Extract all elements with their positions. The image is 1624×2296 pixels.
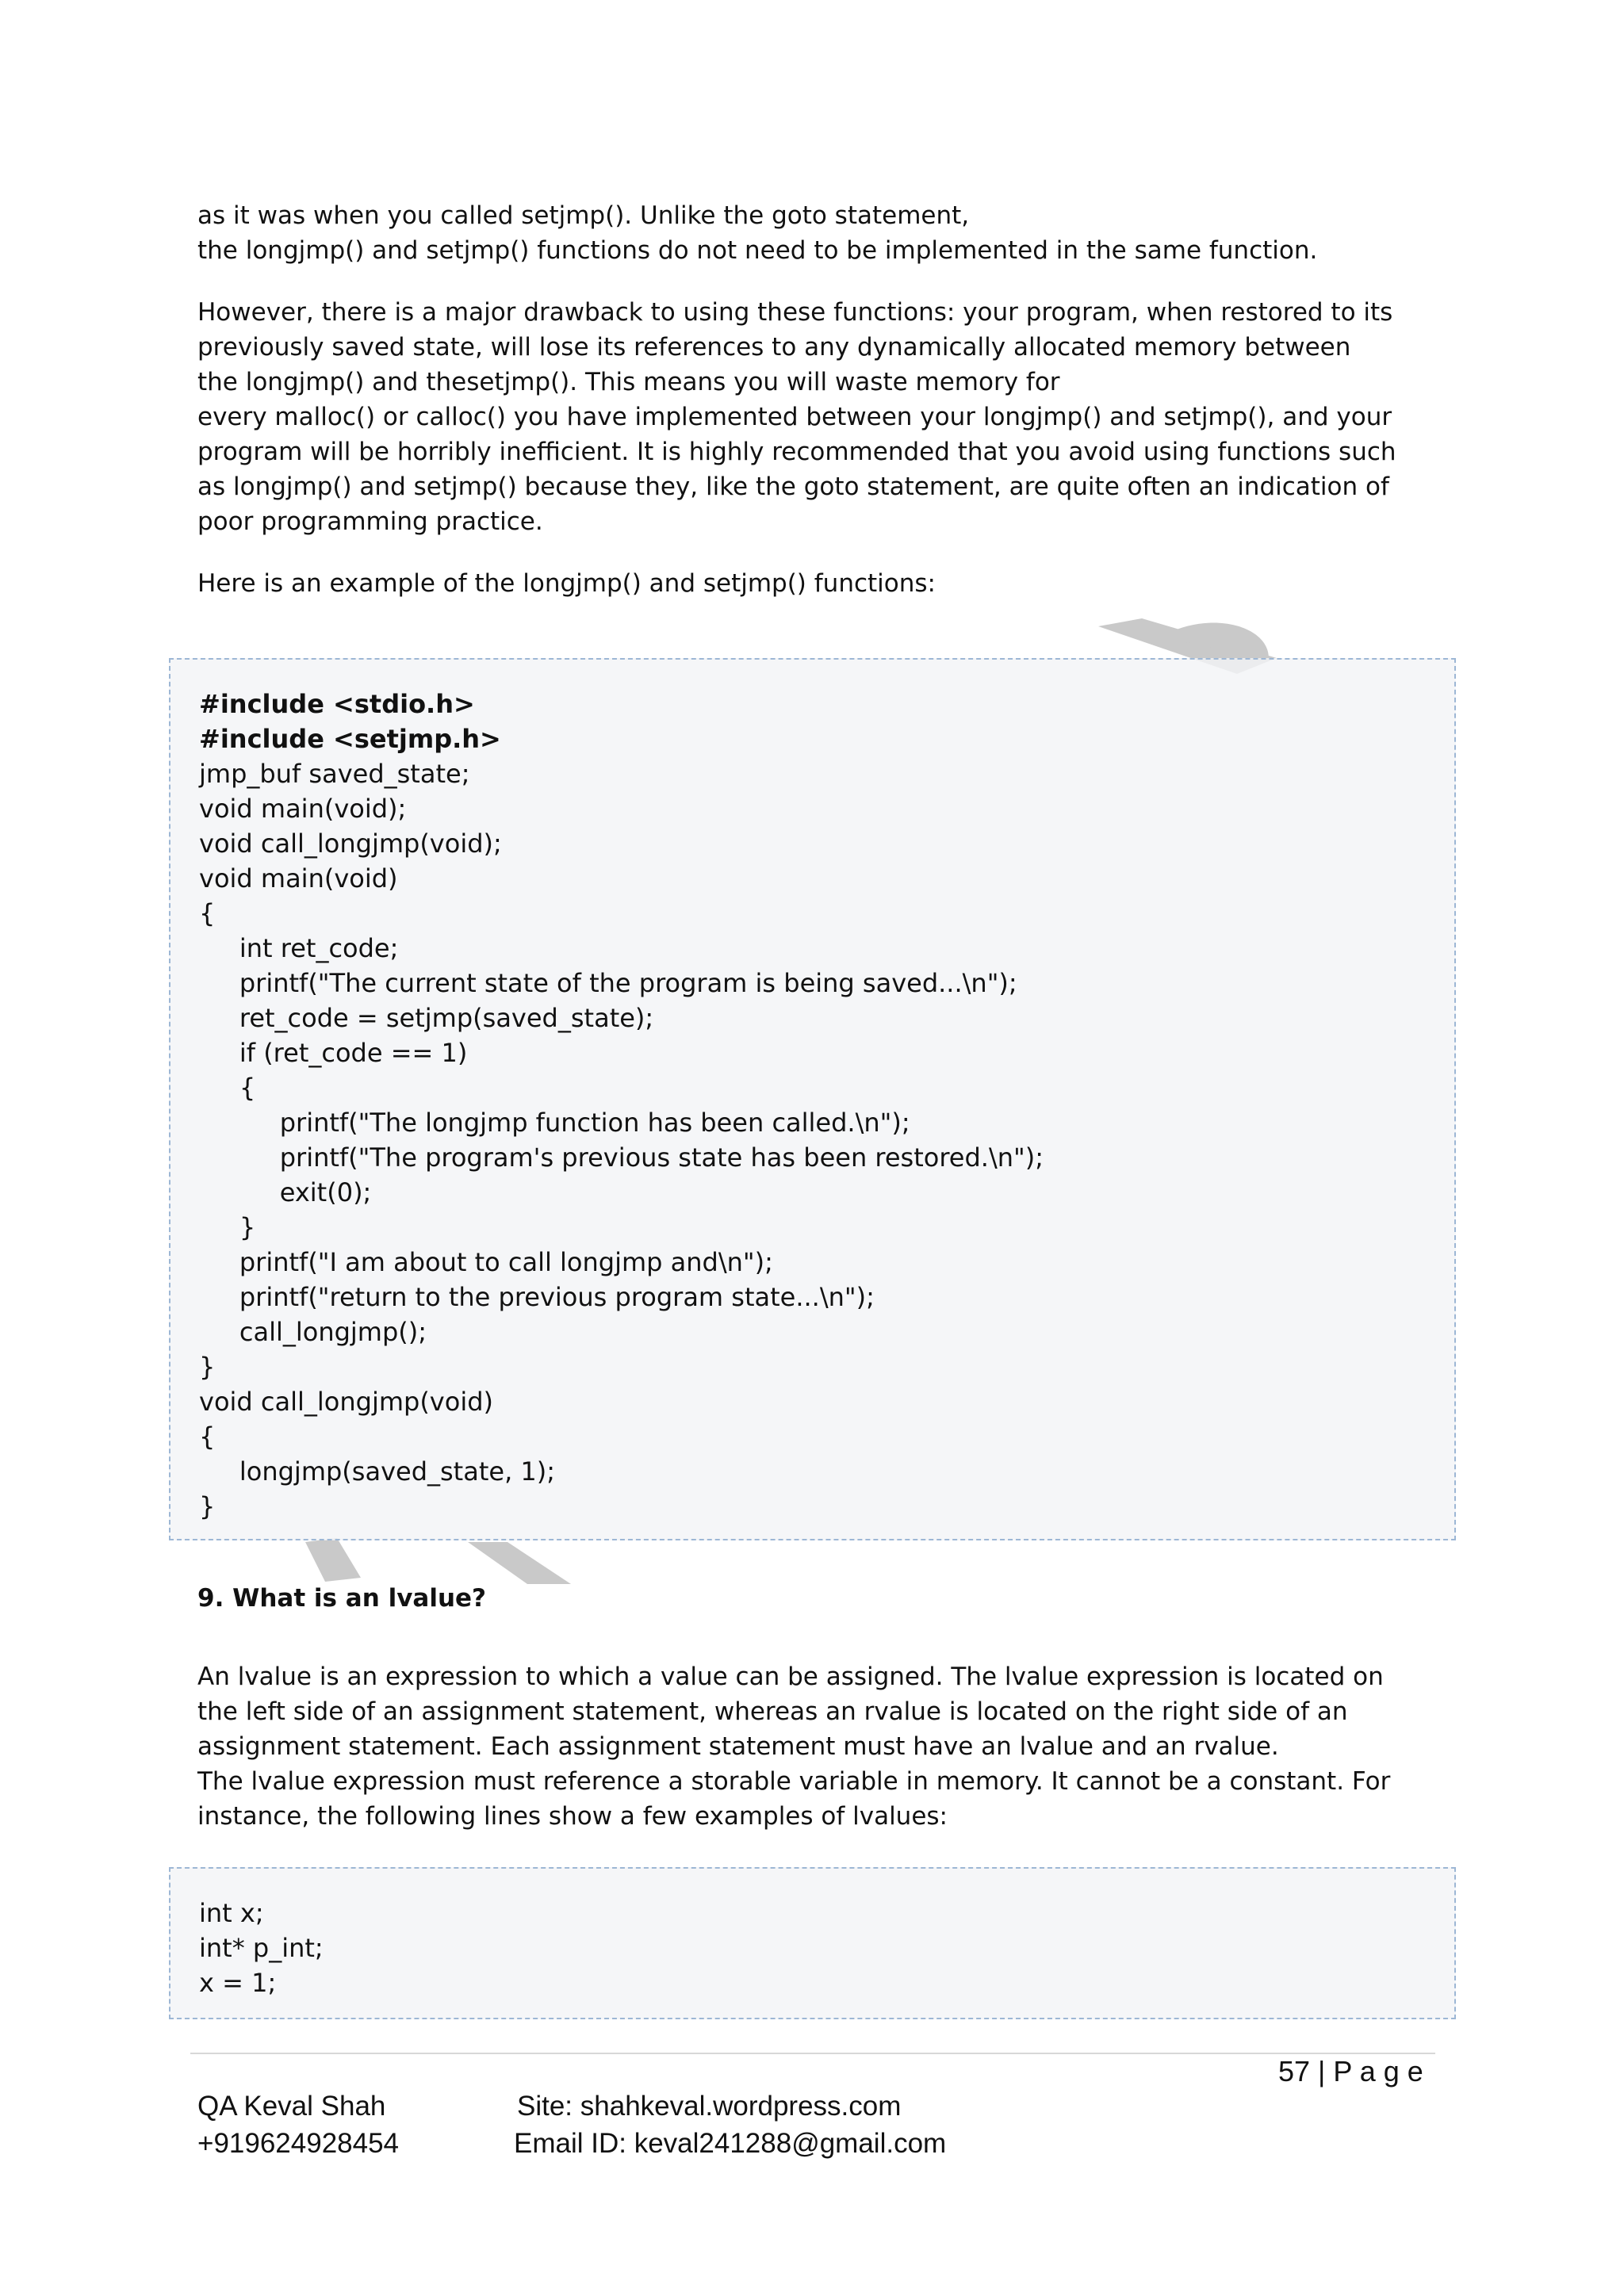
watermark-stroke-top-2 <box>1166 623 1269 658</box>
code-line: printf("return to the previous program state...\n"); <box>199 1282 875 1312</box>
text-line: An lvalue is an expression to which a value can be assigned. The lvalue expression is located on <box>197 1663 1384 1691</box>
paragraph-example-intro <box>197 566 1434 601</box>
code-line: int ret_code; <box>199 933 399 963</box>
page-number: 57 | P a g e <box>1278 2055 1423 2087</box>
code-line: printf("The program's previous state has been restored.\n"); <box>199 1142 1044 1173</box>
code-line: printf("The longjmp function has been called.\n"); <box>199 1108 910 1138</box>
paragraph-lvalue <box>197 1659 1450 1834</box>
code-line: void main(void); <box>199 794 407 824</box>
section-heading: 9. What is an lvalue? <box>197 1584 487 1613</box>
code-line: } <box>199 1352 216 1382</box>
code-line: { <box>199 1073 256 1103</box>
footer-email: Email ID: keval241288@gmail.com <box>514 2128 947 2159</box>
code-line: } <box>199 1212 256 1242</box>
text-line: every malloc() or calloc() you have implemented between your longjmp() and setjmp(), and your <box>197 403 1392 431</box>
footer-divider <box>190 2053 1435 2054</box>
code-line: } <box>199 1491 216 1521</box>
code-line: printf("The current state of the program is being saved...\n"); <box>199 968 1017 998</box>
code-line: printf("I am about to call longjmp and\n"); <box>199 1247 773 1277</box>
text-line: program will be horribly inefficient. It is highly recommended that you avoid using functions such <box>197 438 1396 466</box>
text-line: the longjmp() and setjmp() functions do not need to be implemented in the same function. <box>197 236 1318 265</box>
footer-site: Site: shahkeval.wordpress.com <box>517 2091 902 2122</box>
paragraph-drawback <box>197 295 1434 539</box>
intro-text <box>197 198 1434 601</box>
paragraph-setjmp-intro <box>197 198 1434 268</box>
text-line: However, there is a major drawback to using these functions: your program, when restored to its <box>197 298 1393 327</box>
footer-author: QA Keval Shah <box>197 2091 386 2122</box>
text-line: as it was when you called setjmp(). Unlike the goto statement, <box>197 201 970 230</box>
text-line: the left side of an assignment statement, whereas an rvalue is located on the right side of an <box>197 1697 1348 1726</box>
code-line: longjmp(saved_state, 1); <box>199 1456 556 1487</box>
code-block-longjmp-example <box>169 658 1456 1540</box>
code-line: { <box>199 1422 216 1452</box>
code-line: void call_longjmp(void) <box>199 1387 493 1417</box>
watermark-stroke-bottom <box>305 1538 361 1582</box>
code-line: x = 1; <box>199 1968 277 1998</box>
code-line: jmp_buf saved_state; <box>199 759 470 789</box>
code-line: void main(void) <box>199 863 398 894</box>
code-line: if (ret_code == 1) <box>199 1038 468 1068</box>
code-line: #include <setjmp.h> <box>199 724 501 754</box>
text-line: Here is an example of the longjmp() and setjmp() functions: <box>197 569 936 598</box>
watermark-stroke-bottom-2 <box>468 1542 571 1584</box>
text-line: instance, the following lines show a few examples of lvalues: <box>197 1802 948 1831</box>
code-line: call_longjmp(); <box>199 1317 427 1347</box>
code-line: int x; <box>199 1898 264 1928</box>
footer-phone: +919624928454 <box>197 2128 400 2159</box>
text-line: The lvalue expression must reference a storable variable in memory. It cannot be a constant. For <box>197 1767 1391 1796</box>
code-line: { <box>199 898 216 928</box>
code-line: void call_longjmp(void); <box>199 828 502 859</box>
text-line: as longjmp() and setjmp() because they, like the goto statement, are quite often an indication of <box>197 473 1389 501</box>
code-line: int* p_int; <box>199 1933 324 1963</box>
code-line: ret_code = setjmp(saved_state); <box>199 1003 654 1033</box>
text-line: previously saved state, will lose its references to any dynamically allocated memory between <box>197 333 1351 362</box>
text-line: the longjmp() and thesetjmp(). This means you will waste memory for <box>197 368 1060 396</box>
text-line: assignment statement. Each assignment statement must have an lvalue and an rvalue. <box>197 1732 1279 1761</box>
text-line: poor programming practice. <box>197 507 543 536</box>
code-line: #include <stdio.h> <box>199 689 475 719</box>
code-block-lvalues <box>169 1867 1456 2019</box>
code-line: exit(0); <box>199 1177 372 1207</box>
